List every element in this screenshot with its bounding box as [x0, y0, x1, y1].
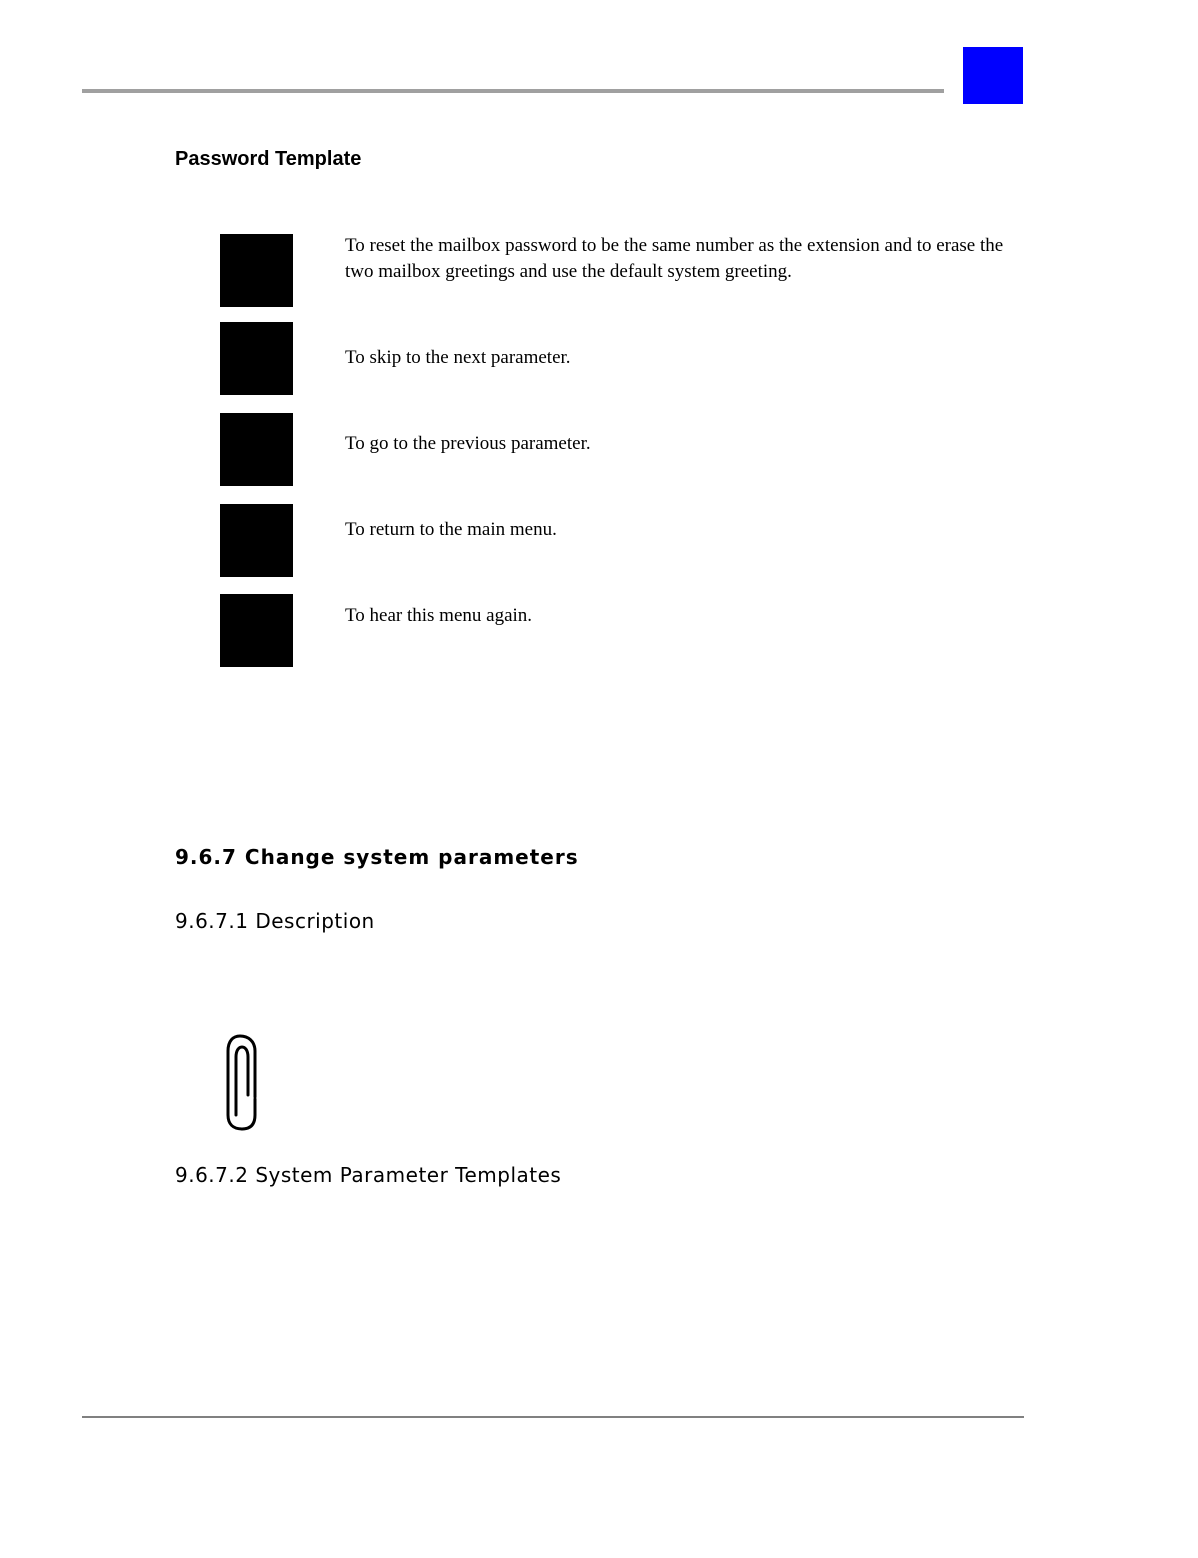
footer-rule — [82, 1416, 1024, 1418]
key-desc-reset: To reset the mailbox password to be the same number as the extension and to erase the two mailbox greetings and use the default system greeting. — [345, 235, 1004, 282]
key-icon-previous — [220, 413, 293, 486]
key-desc-hear-again: To hear this menu again. — [345, 605, 533, 626]
header-tab-marker — [963, 47, 1023, 104]
key-desc-main-menu: To return to the main menu. — [345, 519, 557, 540]
header-rule — [82, 89, 944, 93]
key-desc-previous: To go to the previous parameter. — [345, 433, 591, 454]
password-template-title: Password Template — [175, 148, 362, 170]
paperclip-icon — [222, 1033, 262, 1133]
subsection-heading-9672: 9.6.7.2 System Parameter Templates — [175, 1163, 562, 1187]
key-icon-skip-next — [220, 322, 293, 395]
subsection-heading-9671: 9.6.7.1 Description — [175, 909, 375, 933]
section-heading-967: 9.6.7 Change system parameters — [175, 845, 579, 869]
key-icon-main-menu — [220, 504, 293, 577]
key-icon-reset — [220, 234, 293, 307]
key-desc-skip-next: To skip to the next parameter. — [345, 347, 571, 368]
key-icon-hear-again — [220, 594, 293, 667]
